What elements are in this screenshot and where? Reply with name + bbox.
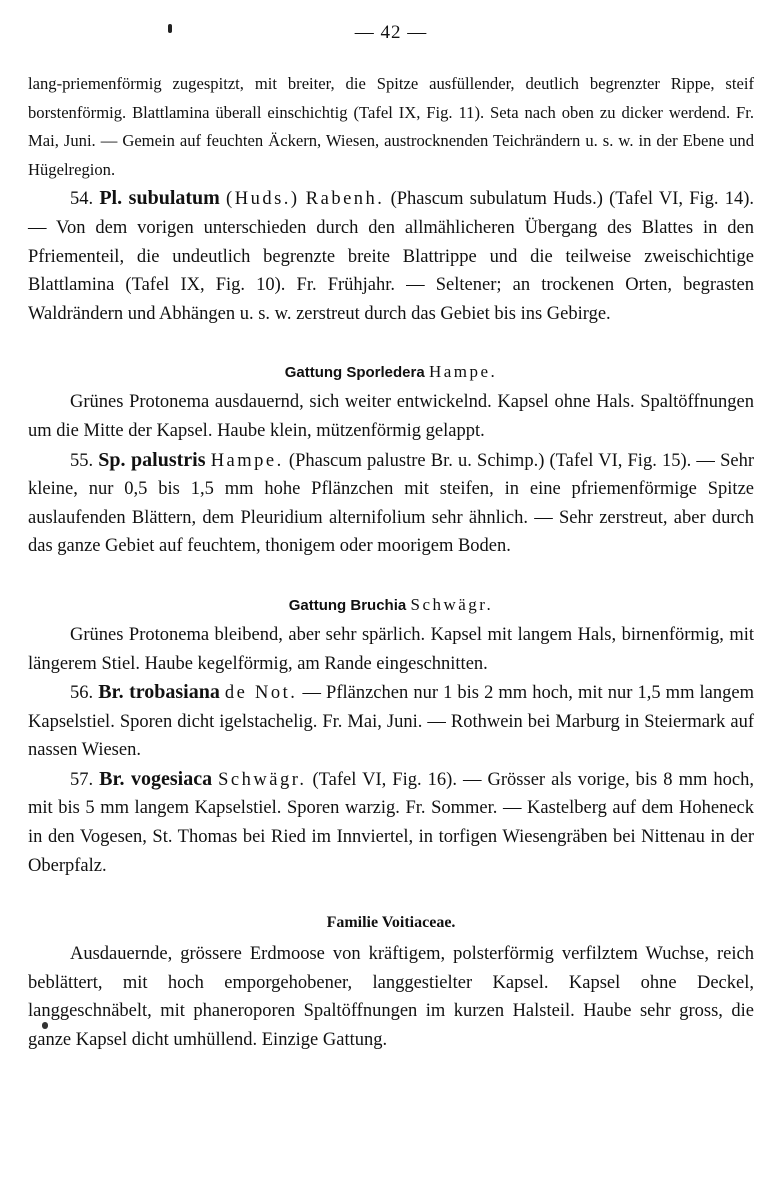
book-page	[28, 22, 754, 1055]
paragraph-text: Grünes Protonema bleibend, aber sehr spärlich. Kapsel mit langem Hals, birnenförmig, mit längerem Stiel. Haube kegelförmig, am Rande eingeschnitten.	[28, 624, 754, 674]
species-name: Sp. palustris	[98, 448, 206, 471]
genus-description	[28, 388, 754, 445]
species-name: Br. vogesiaca	[99, 767, 213, 790]
genus-heading-sporledera	[28, 362, 754, 382]
paragraph-text: lang-priemenförmig zugespitzt, mit breiter, die Spitze ausfüllender, deutlich begrenzter Rippe, steif borstenförmig. Blattlamina überall einschichtig (Tafel IX, Fig. 11). Seta nach oben zu dicker werdend. Fr. Mai, Juni. — Gemein auf feuchten Äckern, Wiesen, austrocknenden Teichrändern u. s. w. in der Ebene und Hügelregion.	[28, 74, 754, 179]
species-author: Hampe.	[210, 450, 284, 471]
paragraph-continuation	[28, 70, 754, 184]
family-description	[28, 940, 754, 1054]
genus-author: Hampe.	[428, 362, 498, 382]
species-name: Pl. subulatum	[99, 187, 220, 210]
species-number: 56.	[70, 683, 94, 704]
species-entry-54	[28, 184, 754, 328]
species-number: 54.	[70, 189, 94, 210]
genus-label: Gattung Bruchia	[288, 596, 407, 614]
page-number: — 42 —	[354, 22, 428, 43]
species-description: — Pflänzchen nur 1 bis 2 mm hoch, mit nur 1,5 mm langem Kapselstiel. Sporen dicht igelstachelig. Fr. Mai, Juni. — Rothwein bei Marburg in Steiermark auf nassen Wiesen.	[28, 683, 754, 761]
family-heading-voitiaceae: Familie Voitiaceae.	[326, 914, 456, 932]
species-author: de Not.	[224, 683, 298, 704]
paragraph-text: Ausdauernde, grössere Erdmoose von kräftigem, polsterförmig verfilztem Wuchse, reich beblättert, mit hoch emporgehobener, langgestielter Kapsel. Kapsel ohne Deckel, langgeschnäbelt, mit phaneroporen Spaltöffnungen im kurzen Halsteil. Haube sehr gross, die ganze Kapsel dicht umhüllend. Einzige Gattung.	[28, 944, 754, 1051]
species-entry-57	[28, 765, 754, 880]
species-description: (Tafel VI, Fig. 16). — Grösser als vorige, bis 8 mm hoch, mit bis 5 mm langem Kapselstiel. Sporen warzig. Fr. Sommer. — Kastelberg auf dem Hoheneck in den Vogesen, St. Thomas bei Ried im Innviertel, in torfigen Wiesengräben bei Nittenau in der Oberpfalz.	[28, 769, 754, 876]
species-description: (Phascum subulatum Huds.) (Tafel VI, Fig. 14). — Von dem vorigen unterschieden durch den allmählicheren Übergang des Blattes in den Pfriementeil, die undeutlich begrenzte breite Blattrippe und die teilweise zweischichtige Blattlamina (Tafel IX, Fig. 10). Fr. Frühjahr. — Seltener; an trockenen Orten, begrasten Waldrändern und Abhängen u. s. w. zerstreut durch das Gebiet bis ins Gebirge.	[28, 189, 754, 324]
species-number: 57.	[70, 769, 94, 790]
species-name: Br. trobasiana	[98, 681, 220, 704]
species-entry-55	[28, 446, 754, 561]
genus-author: Schwägr.	[410, 594, 494, 614]
species-number: 55.	[70, 450, 94, 471]
species-entry-56	[28, 678, 754, 765]
genus-heading-bruchia	[28, 595, 754, 615]
paragraph-text: Grünes Protonema ausdauernd, sich weiter entwickelnd. Kapsel ohne Hals. Spaltöffnungen um die Mitte der Kapsel. Haube klein, mützenförmig gelappt.	[28, 392, 754, 441]
species-author-2: Rabenh.	[305, 189, 385, 210]
species-author: (Huds.)	[226, 189, 300, 210]
species-author: Schwägr.	[218, 769, 307, 790]
genus-label: Gattung Sporledera	[284, 364, 425, 382]
species-description: (Phascum palustre Br. u. Schimp.) (Tafel VI, Fig. 15). — Sehr kleine, nur 0,5 bis 1,5 mm hohe Pflänzchen mit steifen, in eine pfriemenförmige Spitze auslaufenden Blättern, dem Pleuridium alternifolium sehr ähnlich. — Sehr zerstreut, aber durch das ganze Gebiet auf feuchtem, thonigem oder moorigem Boden.	[28, 450, 754, 557]
genus-description	[28, 621, 754, 678]
